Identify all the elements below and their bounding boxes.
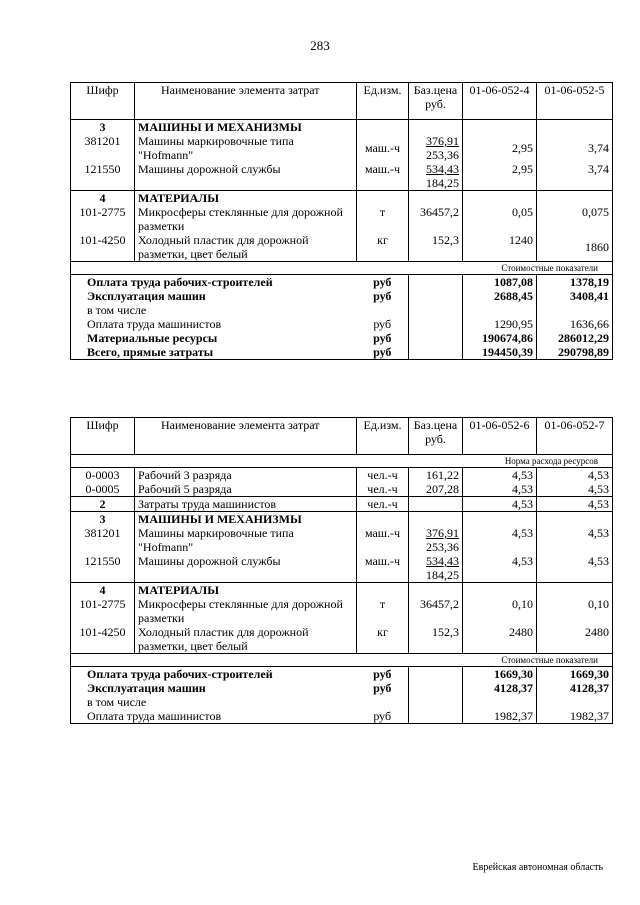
section-number: 4 (71, 583, 135, 598)
section-row (71, 120, 613, 135)
row-name-line1: Машины маркировочные типа (138, 134, 294, 148)
summary-unit: руб (357, 275, 409, 290)
row-price: 152,3 (409, 625, 463, 654)
row-code: 381201 (71, 526, 135, 554)
summary-label: Оплата труда машинистов (71, 709, 357, 724)
header-col6: 01-06-052-5 (537, 83, 613, 120)
section-number: 3 (71, 120, 135, 135)
summary-value-col6: 3408,41 (537, 289, 613, 303)
row-value-col5: 4,53 (463, 497, 537, 512)
summary-unit: руб (357, 289, 409, 303)
row-name (135, 526, 357, 554)
header-name: Наименование элемента затрат (135, 418, 357, 455)
row-unit: кг (357, 625, 409, 654)
summary-value-col6: 290798,89 (537, 345, 613, 360)
section-title: МАШИНЫ И МЕХАНИЗМЫ (135, 512, 357, 527)
summary-label: в том числе (71, 695, 357, 709)
row-value-col5: 4,53 (463, 554, 537, 583)
row-value-col5: 4,53 (463, 468, 537, 483)
summary-label: Эксплуатация машин (71, 681, 357, 695)
norm-header: Норма расхода ресурсов (71, 455, 613, 468)
row-value-col6: 0,075 (537, 205, 613, 233)
resource-table-1 (70, 82, 613, 360)
price-main: 376,91 (426, 526, 459, 540)
table-row (71, 233, 613, 262)
summary-row (71, 275, 613, 290)
summary-row (71, 331, 613, 345)
header-price-line2: руб. (425, 97, 446, 111)
price-main: 534,43 (426, 554, 459, 568)
row-name: Рабочий 5 разряда (135, 482, 357, 497)
summary-row (71, 345, 613, 360)
row-unit: чел.-ч (357, 468, 409, 483)
header-unit: Ед.изм. (357, 418, 409, 455)
summary-row (71, 695, 613, 709)
summary-value-col5: 194450,39 (463, 345, 537, 360)
row-price: 36457,2 (409, 205, 463, 233)
cost-header: Стоимостные показатели (71, 654, 613, 667)
price-sub: 253,36 (426, 540, 459, 554)
header-unit: Ед.изм. (357, 83, 409, 120)
row-name-line1: Холодный пластик для дорожной (138, 625, 309, 639)
summary-unit: руб (357, 681, 409, 695)
table-row (71, 625, 613, 654)
row-name: Машины дорожной службы (135, 554, 357, 583)
price-main: 376,91 (426, 134, 459, 148)
header-price (409, 418, 463, 455)
section-number: 4 (71, 191, 135, 206)
row-name (135, 134, 357, 162)
row-unit: т (357, 205, 409, 233)
row-name-line1: Холодный пластик для дорожной (138, 233, 309, 247)
row-value-col5: 4,53 (463, 482, 537, 497)
row-name-line2: разметки, цвет белый (138, 247, 248, 261)
row-unit: т (357, 597, 409, 625)
section-row (71, 583, 613, 598)
row-name-line1: Микросферы стеклянные для дорожной (138, 597, 343, 611)
cost-header: Стоимостные показатели (71, 262, 613, 275)
row-name: Рабочий 3 разряда (135, 468, 357, 483)
row-price: 207,28 (409, 482, 463, 497)
header-price (409, 83, 463, 120)
row-code: 101-4250 (71, 233, 135, 262)
row-value-col6: 1860 (537, 233, 613, 262)
header-code: Шифр (71, 83, 135, 120)
summary-label: Оплата труда рабочих-строителей (71, 275, 357, 290)
row-name-line1: Микросферы стеклянные для дорожной (138, 205, 343, 219)
header-col5: 01-06-052-6 (463, 418, 537, 455)
row-code: 2 (71, 497, 135, 512)
table-header-row (71, 83, 613, 120)
summary-label: Эксплуатация машин (71, 289, 357, 303)
table-row (71, 554, 613, 583)
header-col6: 01-06-052-7 (537, 418, 613, 455)
row-value-col6: 3,74 (537, 162, 613, 191)
row-code: 101-4250 (71, 625, 135, 654)
summary-value-col6: 1982,37 (537, 709, 613, 724)
summary-row (71, 317, 613, 331)
summary-unit: руб (357, 331, 409, 345)
table-row (71, 134, 613, 162)
row-value-col5: 0,05 (463, 205, 537, 233)
row-name (135, 205, 357, 233)
section-title: МАШИНЫ И МЕХАНИЗМЫ (135, 120, 357, 135)
row-value-col6: 3,74 (537, 134, 613, 162)
row-code: 101-2775 (71, 597, 135, 625)
row-price (409, 162, 463, 191)
summary-row (71, 681, 613, 695)
table-row (71, 162, 613, 191)
header-name: Наименование элемента затрат (135, 83, 357, 120)
row-code: 0-0005 (71, 482, 135, 497)
row-value-col6: 4,53 (537, 526, 613, 554)
cost-header-row (71, 654, 613, 667)
summary-value-col5: 2688,45 (463, 289, 537, 303)
row-name-line2: разметки (138, 611, 185, 625)
page-number: 283 (310, 38, 330, 53)
row-price (409, 554, 463, 583)
summary-row (71, 303, 613, 317)
table-row (71, 597, 613, 625)
row-name-line2: разметки (138, 219, 185, 233)
row-name-line2: "Hofmann" (138, 540, 194, 554)
header-price-line1: Баз.цена (413, 83, 458, 97)
summary-row (71, 709, 613, 724)
price-sub: 184,25 (426, 568, 459, 582)
row-unit: маш.-ч (357, 526, 409, 554)
resource-table-2 (70, 417, 613, 724)
row-name: Затраты труда машинистов (135, 497, 357, 512)
header-col5: 01-06-052-4 (463, 83, 537, 120)
price-sub: 253,36 (426, 148, 459, 162)
row-name (135, 625, 357, 654)
row-name (135, 597, 357, 625)
price-main: 534,43 (426, 162, 459, 176)
summary-value-col5: 1087,08 (463, 275, 537, 290)
table-row (71, 482, 613, 497)
row-unit: чел.-ч (357, 482, 409, 497)
summary-value-col5: 1982,37 (463, 709, 537, 724)
row-value-col6: 4,53 (537, 468, 613, 483)
summary-label: в том числе (71, 303, 357, 317)
header-price-line1: Баз.цена (413, 418, 458, 432)
row-unit: маш.-ч (357, 554, 409, 583)
summary-unit: руб (357, 345, 409, 360)
row-value-col5: 2480 (463, 625, 537, 654)
summary-value-col6: 1636,66 (537, 317, 613, 331)
row-unit: кг (357, 233, 409, 262)
section-title: МАТЕРИАЛЫ (135, 583, 357, 598)
row-value-col5: 4,53 (463, 526, 537, 554)
summary-label: Материальные ресурсы (71, 331, 357, 345)
header-price-line2: руб. (425, 432, 446, 446)
row-price: 152,3 (409, 233, 463, 262)
summary-label: Оплата труда рабочих-строителей (71, 667, 357, 682)
row-price: 36457,2 (409, 597, 463, 625)
summary-row (71, 667, 613, 682)
row-value-col5: 1240 (463, 233, 537, 262)
table-row (71, 497, 613, 512)
row-value-col6: 4,53 (537, 554, 613, 583)
row-name-line1: Машины маркировочные типа (138, 526, 294, 540)
summary-value-col6: 1669,30 (537, 667, 613, 682)
summary-value-col5: 190674,86 (463, 331, 537, 345)
table-row (71, 205, 613, 233)
row-unit: маш.-ч (357, 162, 409, 191)
row-name-line2: "Hofmann" (138, 148, 194, 162)
summary-label: Всего, прямые затраты (71, 345, 357, 360)
header-code: Шифр (71, 418, 135, 455)
row-value-col6: 4,53 (537, 497, 613, 512)
row-value-col5: 2,95 (463, 162, 537, 191)
summary-unit: руб (357, 667, 409, 682)
cost-header-row (71, 262, 613, 275)
summary-value-col6: 1378,19 (537, 275, 613, 290)
table-header-row (71, 418, 613, 455)
row-name (135, 233, 357, 262)
row-unit: маш.-ч (357, 134, 409, 162)
row-price (409, 134, 463, 162)
norm-header-row (71, 455, 613, 468)
table-row (71, 526, 613, 554)
section-number: 3 (71, 512, 135, 527)
row-value-col6: 2480 (537, 625, 613, 654)
row-code: 101-2775 (71, 205, 135, 233)
row-code: 0-0003 (71, 468, 135, 483)
row-value-col6: 0,10 (537, 597, 613, 625)
row-code: 121550 (71, 554, 135, 583)
summary-value-col6: 286012,29 (537, 331, 613, 345)
summary-unit: руб (357, 317, 409, 331)
summary-value-col5: 1669,30 (463, 667, 537, 682)
row-name: Машины дорожной службы (135, 162, 357, 191)
table-row (71, 468, 613, 483)
section-row (71, 191, 613, 206)
row-value-col5: 2,95 (463, 134, 537, 162)
summary-row (71, 289, 613, 303)
row-name-line2: разметки, цвет белый (138, 639, 248, 653)
summary-value-col5: 1290,95 (463, 317, 537, 331)
summary-value-col6: 4128,37 (537, 681, 613, 695)
summary-value-col5: 4128,37 (463, 681, 537, 695)
price-sub: 184,25 (426, 176, 459, 190)
summary-label: Оплата труда машинистов (71, 317, 357, 331)
summary-unit: руб (357, 709, 409, 724)
row-price (409, 526, 463, 554)
row-value-col6: 4,53 (537, 482, 613, 497)
row-unit: чел.-ч (357, 497, 409, 512)
row-code: 121550 (71, 162, 135, 191)
section-title: МАТЕРИАЛЫ (135, 191, 357, 206)
row-code: 381201 (71, 134, 135, 162)
row-value-col5: 0,10 (463, 597, 537, 625)
row-price: 161,22 (409, 468, 463, 483)
section-row (71, 512, 613, 527)
footer-region: Еврейская автономная область (472, 862, 603, 873)
